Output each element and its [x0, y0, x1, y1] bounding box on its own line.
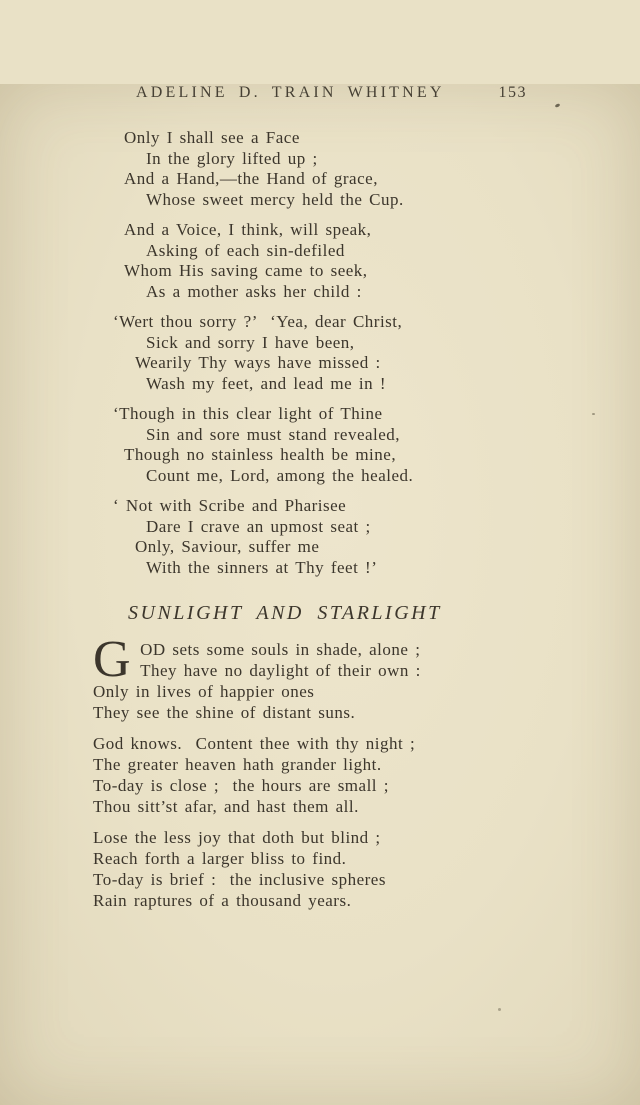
poem-line: To-day is close ; the hours are small ;	[93, 776, 389, 795]
page-header	[136, 84, 527, 102]
poem-line: Sin and sore must stand revealed,	[146, 424, 401, 444]
poem-line: ‘ Not with Scribe and Pharisee	[113, 496, 347, 515]
poem-line: GOD sets some souls in shade, alone ;	[93, 631, 421, 688]
poem-continuation	[113, 128, 640, 578]
ink-speck	[555, 103, 561, 108]
poem-line: Whom His saving came to seek,	[124, 261, 368, 280]
poem-line: As a mother asks her child :	[146, 281, 362, 301]
poem-line: Only I shall see a Face	[124, 128, 300, 147]
poem-line: Only in lives of happier ones	[93, 682, 315, 701]
poem-line: Lose the less joy that doth but blind ;	[93, 828, 381, 847]
poem-line: ‘Though in this clear light of Thine	[113, 404, 383, 423]
poem-line: And a Hand,—the Hand of grace,	[124, 169, 378, 188]
stanza	[113, 312, 640, 394]
page-number: 153	[498, 84, 527, 101]
poem-line: Wearily Thy ways have missed :	[135, 353, 381, 372]
poem-line: God knows. Content thee with thy night ;	[93, 734, 416, 753]
poem-line: To-day is brief : the inclusive spheres	[93, 870, 386, 889]
ink-speck	[592, 413, 595, 415]
poem-line: Reach forth a larger bliss to find.	[93, 849, 347, 868]
book-page	[0, 84, 640, 1105]
stanza	[124, 128, 640, 210]
poem-line: Sick and sorry I have been,	[146, 332, 355, 352]
stanza	[93, 631, 640, 723]
poem-line: In the glory lifted up ;	[146, 148, 318, 168]
poem-line: They have no daylight of their own :	[140, 661, 421, 680]
poem-line: Only, Saviour, suffer me	[135, 537, 320, 556]
poem-line: They see the shine of distant suns.	[93, 703, 356, 722]
stanza	[124, 220, 640, 302]
poem-line: And a Voice, I think, will speak,	[124, 220, 372, 239]
stanza	[113, 496, 640, 578]
ink-speck	[498, 1008, 501, 1011]
poem-line: The greater heaven hath grander light.	[93, 755, 382, 774]
poem-line: Thou sitt’st afar, and hast them all.	[93, 797, 359, 816]
poem-line: Wash my feet, and lead me in !	[146, 373, 387, 393]
stanza	[113, 404, 640, 486]
poem-title: SUNLIGHT AND STARLIGHT	[128, 602, 442, 624]
running-title: ADELINE D. TRAIN WHITNEY	[136, 84, 445, 101]
poem-line: Whose sweet mercy held the Cup.	[146, 189, 404, 209]
stanza	[93, 827, 640, 911]
stanza	[93, 733, 640, 817]
poem-line: Asking of each sin-defiled	[146, 240, 345, 260]
poem-line: Count me, Lord, among the healed.	[146, 465, 414, 485]
poem-line: ‘Wert thou sorry ?’ ‘Yea, dear Christ,	[113, 312, 403, 331]
poem-sunlight-and-starlight	[93, 631, 640, 911]
poem-line: Dare I crave an upmost seat ;	[146, 516, 371, 536]
drop-cap-letter: G	[93, 631, 132, 688]
poem-line: Rain raptures of a thousand years.	[93, 891, 352, 910]
poem-line: With the sinners at Thy feet !’	[146, 557, 378, 577]
poem-line: Though no stainless health be mine,	[124, 445, 397, 464]
